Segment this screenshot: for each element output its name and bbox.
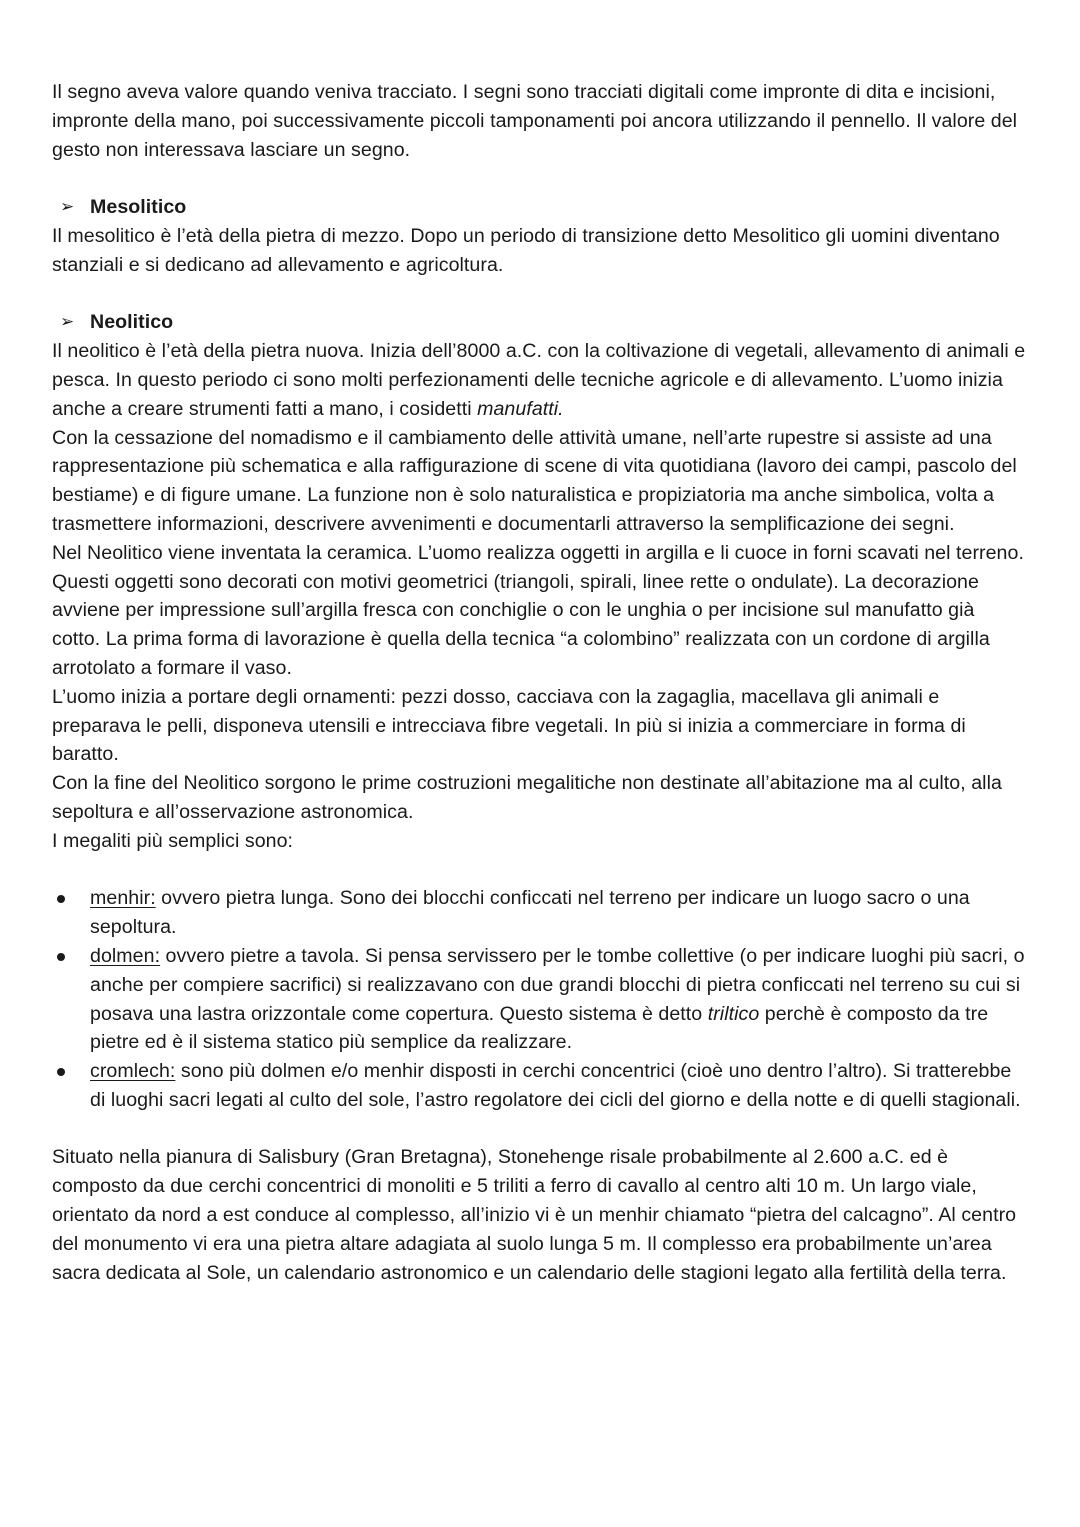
paragraph-text: Il neolitico è l’età della pietra nuova. Inizia dell’8000 a.C. con la coltivazione di vegetali, allevamento di animali e pesca. In questo periodo ci sono molti perfezionamenti delle tecniche agricole e di allevamento. L’uomo inizia anche a creare strumenti fatti a mano, i cosidetti — [52, 340, 1026, 420]
item-text: perchè è composto da tre pietre ed è il sistema statico più semplice da realizzare. — [90, 1002, 989, 1054]
term-dolmen: dolmen: — [90, 944, 161, 967]
neolitico-paragraph-4: L’uomo inizia a portare degli ornamenti: pezzi dosso, cacciava con la zagaglia, macellava gli animali e preparava le pelli, disponeva utensili e intrecciava fibre vegetali. In più si inizia a commerciare in forma di baratto. — [52, 685, 966, 766]
megaliti-list — [52, 884, 1028, 1114]
mesolitico-paragraph: Il mesolitico è l’età della pietra di mezzo. Dopo un periodo di transizione detto Mesolitico gli uomini diventano stanziali e si dedicano ad allevamento e agricoltura. — [52, 224, 1000, 276]
item-text: sono più dolmen e/o menhir disposti in cerchi concentrici (cioè uno dentro l’altro). Si tratterebbe di luoghi sacri legati al culto del sole, l’astro regolatore dei cicli del giorno e della notte e di quelli stagionali. — [90, 1060, 1021, 1111]
stonehenge-paragraph: Situato nella pianura di Salisbury (Gran Bretagna), Stonehenge risale probabilmente al 2.600 a.C. ed è composto da due cerchi concentrici di monoliti e 5 triliti a ferro di cavallo al centro alti 10 m. Un largo viale, orientato da nord a est conduce al complesso, all’inizio vi è un menhir chiamato “pietra del calcagno”. Al centro del monumento vi era una pietra altare adagiata al suolo lunga 5 m. Il complesso era probabilmente un’area sacra dedicata al Sole, un calendario astronomico e un calendario delle stagioni legato alla fertilità della terra. — [52, 1146, 1017, 1284]
list-item-cromlech — [52, 1057, 1028, 1115]
arrow-bullet-icon: ➢ — [60, 197, 75, 217]
neolitico-paragraph-3: Nel Neolitico viene inventata la ceramica. L’uomo realizza oggetti in argilla e li cuoce in forni scavati nel terreno. Questi oggetti sono decorati con motivi geometrici (triangoli, spirali, linee rette o ondulate). La decorazione avviene per impressione sull’argilla fresca con conchiglie o con le unghia o per incisione sul manufatto già cotto. La prima forma di lavorazione è quella della tecnica “a colombino” realizzata con un cordone di argilla arrotolato a formare il vaso. — [52, 541, 1024, 679]
neolitico-paragraph-5: Con la fine del Neolitico sorgono le prime costruzioni megalitiche non destinate all’abitazione ma al culto, alla sepoltura e all’osservazione astronomica. — [52, 772, 1002, 823]
spacer — [52, 164, 1028, 193]
spacer — [52, 856, 1028, 885]
item-text: ovvero pietra lunga. Sono dei blocchi conficcati nel terreno per indicare un luogo sacro o una sepoltura. — [90, 887, 970, 939]
arrow-bullet-icon: ➢ — [60, 312, 75, 332]
spacer — [52, 1115, 1028, 1144]
heading-text: Mesolitico — [90, 196, 187, 219]
neolitico-paragraph-1 — [52, 337, 1028, 423]
bullet-dot-icon — [57, 1068, 65, 1076]
neolitico-paragraph-2: Con la cessazione del nomadismo e il cambiamento delle attività umane, nell’arte rupestre si assiste ad una rappresentazione più schematica e alla raffigurazione di scene di vita quotidiana (lavoro dei campi, pascolo del bestiame) e di figure umane. La funzione non è solo naturalistica e propiziatoria ma anche simbolica, volta a trasmettere informazioni, descrivere avvenimenti e documentarli attraverso la semplificazione dei segni. — [52, 426, 1017, 535]
bullet-dot-icon — [57, 895, 65, 903]
section-heading-neolitico — [52, 308, 1028, 337]
section-heading-mesolitico — [52, 193, 1028, 222]
italic-term-triltico: triltico — [707, 1002, 760, 1025]
italic-term-manufatti: manufatti. — [477, 397, 564, 420]
list-item-dolmen — [52, 942, 1028, 1057]
heading-text: Neolitico — [90, 311, 174, 334]
spacer — [52, 280, 1028, 309]
intro-paragraph: Il segno aveva valore quando veniva tracciato. I segni sono tracciati digitali come impronte di dita e incisioni, impronte della mano, poi successivamente piccoli tamponamenti poi ancora utilizzando il pennello. Il valore del gesto non interessava lasciare un segno. — [52, 81, 1018, 161]
item-text: ovvero pietre a tavola. Si pensa servissero per le tombe collettive (o per indicare luoghi più sacri, o anche per compiere sacrifici) si realizzavano con due grandi blocchi di pietra conficcati nel terreno su cui si posava una lastra orizzontale come copertura. Questo sistema è detto — [90, 944, 1025, 1025]
neolitico-paragraph-6: I megaliti più semplici sono: — [52, 829, 294, 852]
term-menhir: menhir: — [90, 887, 156, 910]
term-cromlech: cromlech: — [90, 1060, 176, 1083]
list-item-menhir — [52, 884, 1028, 942]
bullet-dot-icon — [57, 953, 65, 961]
